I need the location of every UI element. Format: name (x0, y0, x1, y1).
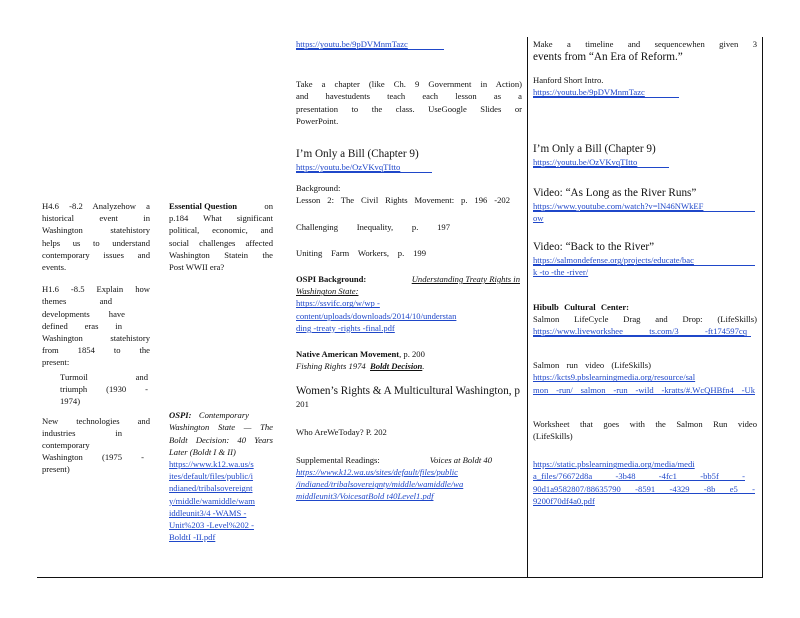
standard-line: developments have (42, 308, 125, 319)
standard-line: contemporary issues and (42, 249, 150, 260)
chapter-activity (296, 78, 522, 127)
hanford-link[interactable]: https://youtu.be/9pDVMnmTazc (533, 87, 645, 98)
standard-line: present) (42, 464, 70, 475)
ospi-link-line[interactable]: https://www.k12.wa.us/s (169, 459, 254, 470)
standard-line: from 1854 to the (42, 345, 150, 356)
voices-link-line[interactable]: https://www.k12.wa.us/sites/default/files/public (296, 467, 458, 478)
link-underline (533, 211, 755, 212)
run-link-line[interactable]: https://kcts9.pbslearningmedia.org/resource/sal (533, 372, 696, 383)
bullet-line: triumph (1930 - (60, 383, 148, 394)
ospi-background-title: Understanding Treaty Rights in (411, 274, 520, 285)
voices-link-line[interactable]: /indianed/tribalsovereignty/middle/wamiddle/wa (296, 479, 464, 490)
link-underline (296, 49, 444, 50)
womens-rights-page: 201 (296, 399, 309, 410)
standard-line: Washington statehistory (42, 225, 150, 236)
column-divider (527, 37, 528, 578)
womens-rights-title: Women’s Rights & A Multicultural Washington, p (296, 385, 520, 398)
who-are-we-line: Who AreWeToday? P. 202 (296, 426, 387, 437)
fishing-rights-text: Fishing Rights 1974 (296, 361, 366, 372)
ospi-label: OSPI: (169, 410, 192, 421)
link-underline (533, 493, 755, 494)
bullet-item (42, 371, 150, 411)
supplemental-title: Voices at Boldt 40 (429, 454, 492, 465)
standard-line: historical event in (42, 213, 150, 224)
worksheet-line: Worksheet that goes with the Salmon Run video (533, 418, 757, 429)
standard-line: present: (42, 357, 70, 368)
table-bottom-border (37, 577, 763, 578)
bullet-line: 1974) (60, 395, 81, 406)
link-underline (533, 394, 755, 395)
video-back-river-title: Video: “Back to the River” (533, 241, 655, 254)
chapter-line: and havestudents teach each lesson as a (296, 91, 522, 102)
bill-link-2[interactable]: https://youtu.be/OzVKvqTItto (533, 156, 638, 167)
native-american-page: , p. 200 (399, 349, 425, 360)
ospi-title-line: Later (Boldt I & II) (169, 446, 236, 457)
video-river-runs-link[interactable] (533, 200, 757, 224)
ospi-link-line[interactable]: y/middle/wamiddle/wam (169, 495, 255, 506)
bill-title: I’m Only a Bill (Chapter 9) (296, 148, 419, 161)
challenging-line: Challenging Inequality, p. 197 (296, 221, 450, 232)
standard-line: contemporary (42, 440, 90, 451)
essential-question-on: on (264, 201, 273, 211)
ospi-title-line: Boldt Decision: 40 Years (169, 434, 273, 445)
supplemental-label: Supplemental Readings: (296, 454, 380, 465)
activities-column (533, 38, 757, 507)
standard-line: Washington (1975 - (42, 452, 144, 463)
native-american-line (296, 348, 522, 360)
ospi-title-line: Washington State — The (169, 422, 273, 433)
treaty-rights-link[interactable] (296, 297, 522, 334)
treaty-link-line[interactable]: content/uploads/downloads/2014/10/understan (296, 310, 457, 321)
timeline-line: Make a timeline and sequencewhen given 3 (533, 39, 757, 49)
hibulb-label: Hibulb Cultural Center: (533, 301, 629, 312)
standard-line: events. (42, 262, 67, 273)
link-underline (533, 265, 755, 266)
hanford-video-link[interactable]: https://youtu.be/9pDVMnmTazc (296, 39, 408, 49)
link-underline (533, 336, 751, 337)
ws-link-line[interactable]: 90d1a9582807/88635790 -8591 -4329 -8b e5 - (533, 483, 755, 494)
events-line: events from “An Era of Reform.” (533, 51, 683, 64)
link-underline (533, 167, 669, 168)
ws-link-line[interactable]: 9200f70df4a0.pdf (533, 495, 595, 506)
bill-video-link[interactable]: https://youtu.be/OzVKvqTItto (296, 162, 401, 173)
salmon-run-link[interactable] (533, 371, 757, 395)
video-back-river-link[interactable] (533, 254, 757, 278)
treaty-link-line[interactable]: ding -treaty -rights -final.pdf (296, 322, 395, 333)
salmon-run-line: Salmon run video (LifeSkills) (533, 360, 651, 371)
ospi-link[interactable] (169, 458, 273, 543)
ospi-link-line[interactable]: ndianed/tribalsovereignt (169, 483, 253, 494)
ospi-background-header (296, 273, 520, 285)
essential-question-header (169, 200, 273, 212)
essential-question-label: Essential Question (169, 201, 238, 211)
hanford-line: Hanford Short Intro. (533, 75, 604, 86)
ws-link-line[interactable]: a_files/76672d8a -3b48 -4fc1 -bb5f - (533, 471, 745, 482)
standard-line: H4.6 -8.2 Analyzehow a (42, 201, 150, 211)
standard-line: themes and (42, 296, 112, 307)
standard-new-tech (42, 415, 150, 476)
essential-question-line: political, economic, and (169, 225, 273, 236)
boldt-period: . (422, 361, 425, 372)
standard-line: Washington statehistory (42, 333, 150, 344)
ospi-link-line[interactable]: iddleunit3/4 -WAMS - (169, 507, 247, 518)
essential-question-column (169, 200, 273, 543)
standard-line: defined eras in (42, 320, 122, 331)
essential-question-line: social challenges affected (169, 237, 273, 248)
link-underline (533, 97, 679, 98)
worksheet-pdf-link[interactable] (533, 458, 757, 507)
essential-question-line: Washington Statein the (169, 249, 273, 260)
link-underline (296, 172, 432, 173)
ospi-header (169, 409, 249, 421)
video-river-runs-title: Video: “As Long as the River Runs” (533, 186, 697, 199)
ospi-background-title: Washington State: (296, 286, 359, 297)
native-american-label: Native American Movement (296, 349, 400, 360)
standard-line: industries in (42, 427, 122, 438)
chapter-line: PowerPoint. (296, 115, 339, 126)
ospi-link-line[interactable]: BoldtI -II.pdf (169, 532, 216, 543)
supplemental-header (296, 454, 492, 466)
standard-line: New technologies and (42, 415, 150, 426)
video-link-line[interactable]: https://salmondefense.org/projects/educate/bac (533, 255, 694, 266)
salmon-lifecycle-link[interactable]: https://www.liveworkshee ts.com/3 -ft174597cq (533, 326, 747, 337)
lesson-line: Lesson 2: The Civil Rights Movement: p. 196 -202 (296, 195, 510, 206)
standards-column (42, 200, 150, 476)
bullet-line: Turmoil and (60, 371, 148, 382)
standard-h1-6 (42, 283, 150, 368)
ws-link-line[interactable]: https://static.pbslearningmedia.org/media/medi (533, 459, 695, 470)
ospi-link-line[interactable]: Unit%203 -Level%202 - (169, 520, 254, 531)
voices-link-line[interactable]: middleunit3/VoicesatBold t40Level1.pdf (296, 491, 434, 502)
boldt-decision: Boldt Decision (370, 361, 423, 372)
table-right-border (762, 37, 763, 578)
standard-line: helps us to understand (42, 237, 150, 248)
ospi-background-label: OSPI Background: (296, 274, 367, 285)
worksheet-line: (LifeSkills) (533, 431, 573, 442)
standard-line: H1.6 -8.5 Explain how (42, 284, 150, 295)
ospi-title-line: Contemporary (198, 410, 249, 421)
run-link-line[interactable]: mon -run/ salmon -run -wild -kratts/#.WcQHBfn4 -Uk (533, 384, 755, 395)
salmon-lifecycle-line: Salmon LifeCycle Drag and Drop: (LifeSkills) (533, 313, 757, 324)
essential-question-line: Post WWII era? (169, 262, 225, 273)
bill-title-2: I’m Only a Bill (Chapter 9) (533, 142, 656, 155)
voices-at-boldt-link[interactable] (296, 466, 522, 503)
video-link-line[interactable]: k -to -the -river/ (533, 267, 589, 278)
standard-h4-6 (42, 200, 150, 273)
treaty-link-line[interactable]: https://ssvifc.org/w/wp - (296, 298, 380, 309)
background-label: Background: (296, 183, 341, 194)
video-link-line[interactable]: https://www.youtube.com/watch?v=lN46NWkEF (533, 200, 704, 211)
uniting-line: Uniting Farm Workers, p. 199 (296, 247, 426, 258)
ospi-link-line[interactable]: ites/default/files/public/i (169, 471, 254, 482)
chapter-line: Take a chapter (like Ch. 9 Government in Action) (296, 79, 522, 90)
essential-question-line: p.184 What significant (169, 213, 273, 224)
video-link-line[interactable]: ow (533, 213, 544, 224)
resources-column (296, 38, 522, 503)
chapter-line: presentation to the class. UseGoogle Slides or (296, 103, 522, 114)
fishing-rights-line (296, 360, 522, 372)
